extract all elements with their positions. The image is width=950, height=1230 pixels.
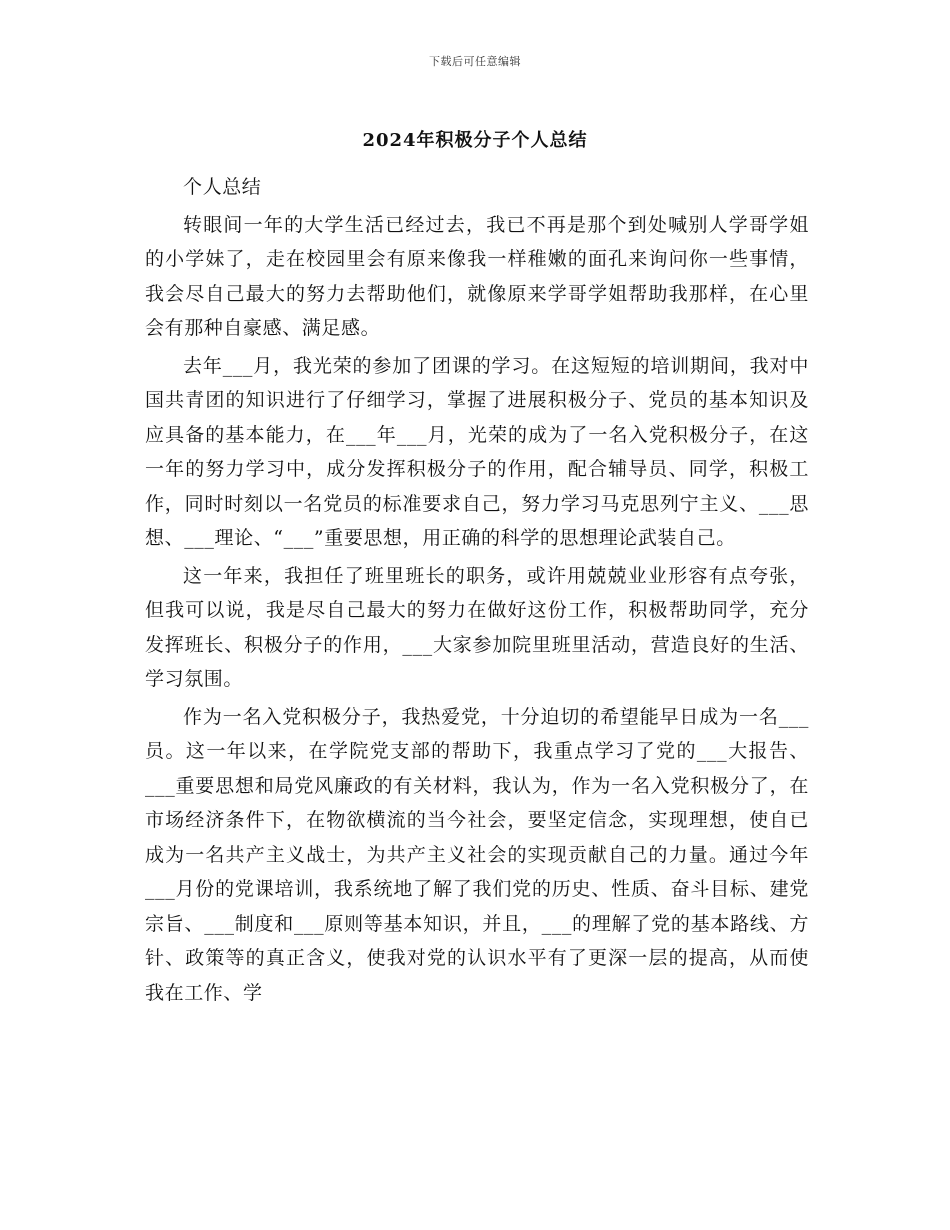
paragraph-1: 转眼间一年的大学生活已经过去，我已不再是那个到处喊别人学哥学姐的小学妹了，走在校园里会有原来像我一样稚嫩的面孔来询问你一些事情，我会尽自己最大的努力去帮助他们，就像原来学哥学姐帮助我那样，在心里会有那种自豪感、满足感。 (145, 213, 809, 339)
document-title: 2024年积极分子个人总结 (362, 130, 588, 151)
header-note: 下载后可任意编辑 (429, 55, 521, 68)
paragraph-3: 这一年来，我担任了班里班长的职务，或许用兢兢业业形容有点夸张，但我可以说，我是尽自己最大的努力在做好这份工作，积极帮助同学，充分发挥班长、积极分子的作用，___大家参加院里班里活动，营造良好的生活、学习氛围。 (145, 564, 809, 690)
paragraph-4: 作为一名入党积极分子，我热爱党，十分迫切的希望能早日成为一名___员。这一年以来，在学院党支部的帮助下，我重点学习了党的___大报告、___重要思想和局党风廉政的有关材料，我认为，作为一名入党积极分了，在市场经济条件下，在物欲横流的当今社会，要坚定信念，实现理想，使自已成为一名共产主义战士，为共产主义社会的实现贡献自己的力量。通过今年___月份的党课培训，我系统地了解了我们党的历史、性质、奋斗目标、建党宗旨、___制度和___原则等基本知识，并且，___的理解了党的基本路线、方针、政策等的真正含义，使我对党的认识水平有了更深一层的提高，从而使我在工作、学 (145, 705, 809, 1004)
paragraph-2: 去年___月，我光荣的参加了团课的学习。在这短短的培训期间，我对中国共青团的知识进行了仔细学习，掌握了进展积极分子、党员的基本知识及应具备的基本能力，在___年___月，光荣的成为了一名入党积极分子，在这一年的努力学习中，成分发挥积极分子的作用，配合辅导员、同学，积极工作，同时时刻以一名党员的标准要求自己，努力学习马克思列宁主义、___思想、___理论、“___”重要思想，用正确的科学的思想理论武装自己。 (145, 354, 809, 549)
document-body (145, 170, 809, 1011)
paragraph-heading: 个人总结 (183, 176, 262, 198)
